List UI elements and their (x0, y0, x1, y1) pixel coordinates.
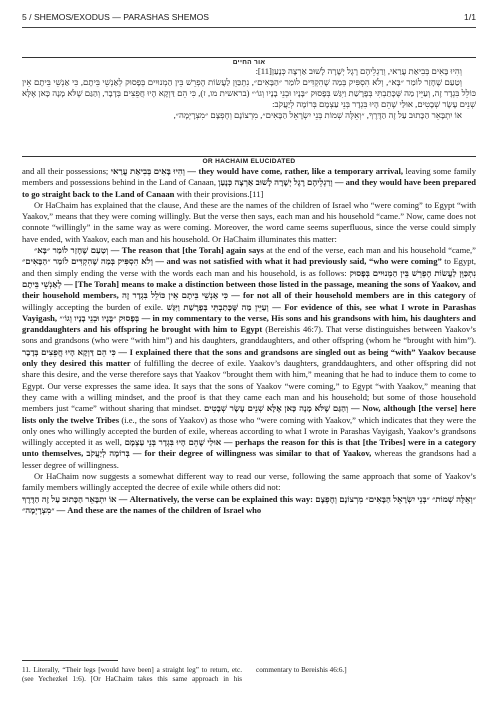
text-segment: — For evidence of this, see what I wrote in Parashas Vayigash, (22, 301, 476, 323)
elucidated-section-title (22, 150, 476, 165)
text-segment: — they would have come, rather, like a temporary arrival, (184, 166, 404, 176)
hebrew-text-block (22, 66, 476, 121)
footnote-rule (22, 660, 118, 661)
text-segment: נִתְכַּוֵּן לַעֲשׂוֹת הֶפְרֵשׁ בֵּין הַמְנוּיִים בְּפָסוּק לְאַנְשֵׁי בֵּיתָם (22, 267, 476, 289)
page-header (22, 10, 476, 24)
body-paragraph (22, 471, 476, 494)
text-segment: whereas the grandsons had a lesser degree of willingness. (22, 448, 476, 470)
text-segment: אוּלַי שֶׁהֵם הָיוּ בִּגְדָר בְּנֵי עַצְמָם (124, 437, 222, 448)
text-segment: — Alternatively, the verse can be explained this way: (116, 493, 316, 504)
hebrew-paragraph: אוֹ יִתְבָּאֵר הַכָּתוּב עַל זֶה הַדֶּרֶךְ, ״וְאֵלֶּה שְׁמוֹת בְּנֵי יִשְׂרָאֵל הַבָּאִים״, מִרְצוֹנָם וְחֶפְצָם ״מִצְרָיְמָה״, (173, 110, 462, 121)
body-paragraph (22, 166, 476, 200)
ohr-hachaim-section-title (22, 51, 476, 66)
text-segment: ״בְּנֵי יִשְׂרָאֵל הַבָּאִים״ מִרְצוֹנָם וְחֶפְצָם ״מִצְרָיְמָה״ (22, 493, 430, 515)
body-paragraph (22, 494, 476, 517)
text-segment: — [The Torah] means to make a distinction between those listed in the passage, meaning the sons of Yaakov, and their household members, (22, 278, 476, 301)
text-segment: (i.e., the sons of Yaakov) as those who “were coming with Yaakov,” which indicates that they were the only ones who willingly accepted the burden of exile, whereas according to what I wrote in Parashas Vayigash, Yaakov’s grandsons willingly accepted it as well, (22, 414, 476, 448)
text-segment: וְרַגְלֵיהֶם רֶגֶל יְשָׁרָה לָשׁוּב אַרְצָה כְּנָעַן (218, 177, 333, 188)
text-segment: כִּי הֵם דַּוְקָא הָיוּ חֲפֵצִים בְּדָבָר (22, 346, 116, 357)
text-segment: בְּרוֹמָה לְיַעֲקֹב (86, 448, 130, 459)
text-segment: Or HaChaim has explained that the clause, And these are the names of the children of Israel who “were coming” to Egypt “with Yaakov,” means that they were coming willingly. But the verse then says, each man and his household “came.” Now, came does not connote “willingly” in the same way as were coming. Moreover, the word came seems superfluous, since the verse could simply have ended, with Yaakov, each man and his household. Or HaChaim illuminates this matter: (22, 199, 476, 244)
body-paragraph (22, 200, 476, 245)
page-number: 1/1 (464, 12, 476, 22)
header-rule (22, 27, 476, 28)
text-segment: — Now, although [the verse] here lists only the twelve Tribes (22, 403, 476, 425)
text-segment: וְהִיוּ בָּאִים בְּבִיאַת עֲרַאי (110, 166, 185, 176)
footnote: 11. Literally, “Their legs [would have been] a straight leg” to return, etc. (see Yechezkel 1:6). [Or HaChaim takes this same approach in his commentary to Bereishis 46:6.] (22, 666, 347, 684)
text-segment: — and was not satisfied with what it had previously said, “who were coming” (152, 256, 442, 267)
header-title: 5 / SHEMOS/EXODUS — PARASHAS SHEMOS (22, 12, 210, 22)
text-segment: וְלֹא הִסְפִּיק בְּמַה שֶׁהִקְדִּים לוֹמַר ״הַבָּאִים״ (22, 256, 153, 267)
hebrew-paragraph: וְהִיוּ בָּאִים בְּבִיאַת עֲרַאי, וְרַגְלֵיהֶם רֶגֶל יְשָׁרָה לָשׁוּב אַרְצָה כְּנָעַן[11]: (255, 66, 462, 76)
text-segment: at the end of the verse, each man and his household “came,” (263, 245, 476, 256)
text-segment: וְטַעַם שֶׁחָזַר לוֹמַר ״בָּא״ (34, 245, 109, 256)
elucidation-body (22, 166, 476, 516)
text-segment: — The reason that [the Torah] again says (108, 245, 264, 256)
hebrew-paragraph: וְטַעַם שֶׁחָזַר לוֹמַר ״בָּא״, וְלֹא הִסְפִּיק בְּמַה שֶׁהִקְדִּים לוֹמַר ״הַבָּאִים״, נִתְכַּוֵּן לַעֲשׂוֹת הֶפְרֵשׁ בֵּין הַמְנוּיִים בְּפָסוּק לְאַנְשֵׁי בֵּיתָם, כִּי אַנְשֵׁי בֵּיתָם אֵין כּוֹלֵל בִּגְדָר זֶה, וְעַיֵּין מַה שֶּׁכָּתַבְתִּי בְּפָרָשַׁת וַיִּגַּשׁ בְּפָסוּק ״בָּנָיו וּבְנֵי בָנָיו וְגוֹ׳״ (בראשית מו, ז), כִּי הֵם דַּוְקָא הָיוּ חֲפֵצִים בְּדָבָר, וְהַגַּם שֶׁלֹּא מָנָה כָּאן אֶלָּא שְׁנֵים עָשָׂר שְׁבָטִים, אוּלַי שֶׁהֵם הָיוּ בִּגְדָר בְּנֵי עַצְמָם בְּרוֹמָה לְיַעֲקֹב: (22, 77, 476, 110)
text-segment: בְּפָסוּק ״בָּנָיו וּבְנֵי בָנָיו וְגוֹ׳״ (59, 312, 140, 323)
body-paragraph (22, 245, 476, 471)
section-title-hebrew: אור החיים (227, 59, 272, 66)
text-segment: — for their degree of willingness was similar to that of Yaakov, (129, 448, 372, 459)
text-segment: ״וְאֵלֶּה שְׁמוֹת״ (432, 493, 476, 504)
text-segment: and all their possessions; (22, 166, 111, 176)
text-segment: with their provisions.[11] (174, 188, 264, 199)
text-segment: to Egypt, and then simply ending the verse with the words each man and his household, is as follows: (22, 256, 476, 278)
text-segment: — in my commentary to the verse, His sons and his grandsons with him, his daughters and granddaughters and his offspring he brought with him to Egypt (22, 312, 476, 335)
text-segment: — and they would have been prepared to go straight back to the Land of Canaan (22, 177, 476, 199)
text-segment: — perhaps the reason for this is that [the Tribes] were in a category unto themselves, (22, 437, 476, 459)
text-segment: כִּי אַנְשֵׁי בֵּיתָם אֵין כּוֹלֵל בִּגְדָר זֶה (121, 290, 229, 301)
text-segment: (Bereishis 46:7). That verse distinguishes between Yaakov’s sons and grandsons (who were “with him”) and his daughters, granddaughters, and other offspring (whom he “brought with him”). (22, 324, 476, 346)
text-segment: — for not all of their household members are in this category (228, 290, 466, 301)
text-segment: leaving some family members and possessions behind in the Land of Canaan, (22, 166, 477, 188)
text-segment: Or HaChaim now suggests a somewhat different way to read our verse, following the same approach that some of Yaakov’s family members willingly accepted the decree of exile while others did not: (22, 471, 476, 493)
text-segment: — And these are the names of the children of Israel who (54, 504, 262, 515)
text-segment: וְהַגַּם שֶׁלֹּא מָנָה כָּאן אֶלָּא שְׁנֵים עָשָׂר שְׁבָטִים (204, 403, 349, 414)
text-segment: וְעַיֵּין מַה שֶּׁכָּתַבְתִּי בְּפָרָשַׁת וַיִּגַּשׁ (166, 301, 269, 312)
text-segment: אוֹ יִתְבָּאֵר הַכָּתוּב עַל זֶה הַדֶּרֶךְ (22, 493, 117, 504)
section-title-english: OR HACHAIM ELUCIDATED (197, 158, 302, 165)
text-segment: of willingly accepting the burden of exile. (22, 290, 476, 312)
text-segment: of fulfilling the decree of exile. Yaakov’s daughters, granddaughters, and other offspring did not share this desire, and the verse therefore says that Yaakov “brought them with him,” meaning that he had to induce them to come to Egypt. Our verse expresses the same idea. It says that the sons of Yaakov “were coming,” to Egypt “with Yaakov,” meaning that they came with a willing mindset, and the proof is that they came each man and his household; but some of those household members just “came” without sharing that mindset. (22, 358, 476, 414)
text-segment: — I explained there that the sons and grandsons are singled out as being “with” Yaakov because only they desired this matter (22, 346, 476, 369)
